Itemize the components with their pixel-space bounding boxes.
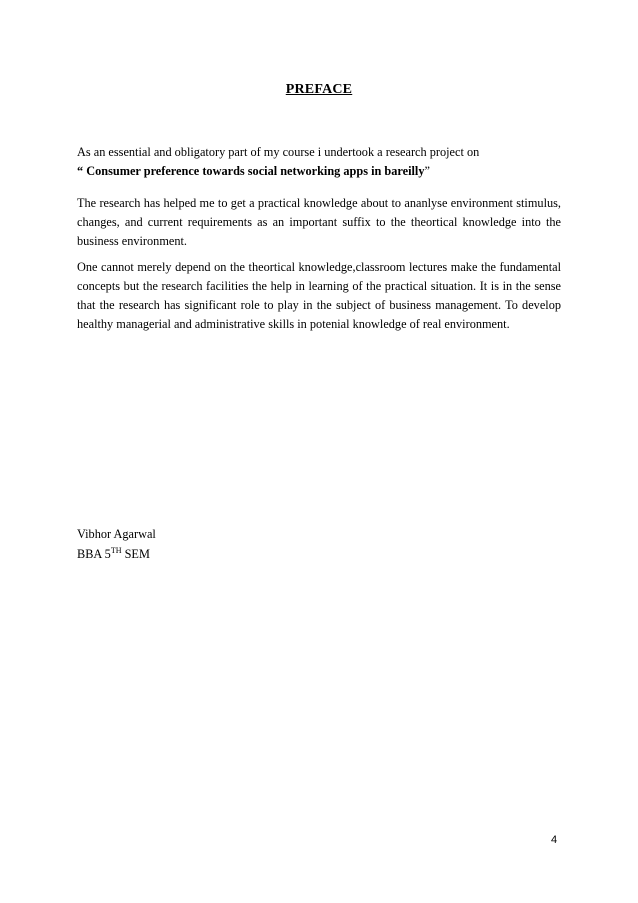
author-course [77,544,156,564]
page-title: PREFACE [285,82,353,97]
paragraph-research-role: One cannot merely depend on the theortical knowledge,classroom lectures make the fundamental concepts but the research facilities the help in learning of the practical situation. It is in the sense that the research has significant role to play in the subject of business management. To develop healthy managerial and administrative skills in potenial knowledge of real environment. [77,260,561,331]
project-title-close-quote: ” [424,164,430,178]
course-superscript: TH [110,545,122,555]
paragraph-intro [77,143,561,181]
page-number: 4 [551,834,558,846]
project-title: “ Consumer preference towards social networking apps in bareilly [77,164,425,178]
course-suffix: SEM [121,547,150,561]
signature-block [77,524,156,564]
course-prefix: BBA 5 [77,547,111,561]
intro-text: As an essential and obligatory part of my course i undertook a research project on [77,145,480,159]
author-name: Vibhor Agarwal [77,527,156,541]
paragraph-research-knowledge: The research has helped me to get a practical knowledge about to ananlyse environment stimulus, changes, and current requirements as an important suffix to the theortical knowledge into the business environment. [77,196,561,248]
